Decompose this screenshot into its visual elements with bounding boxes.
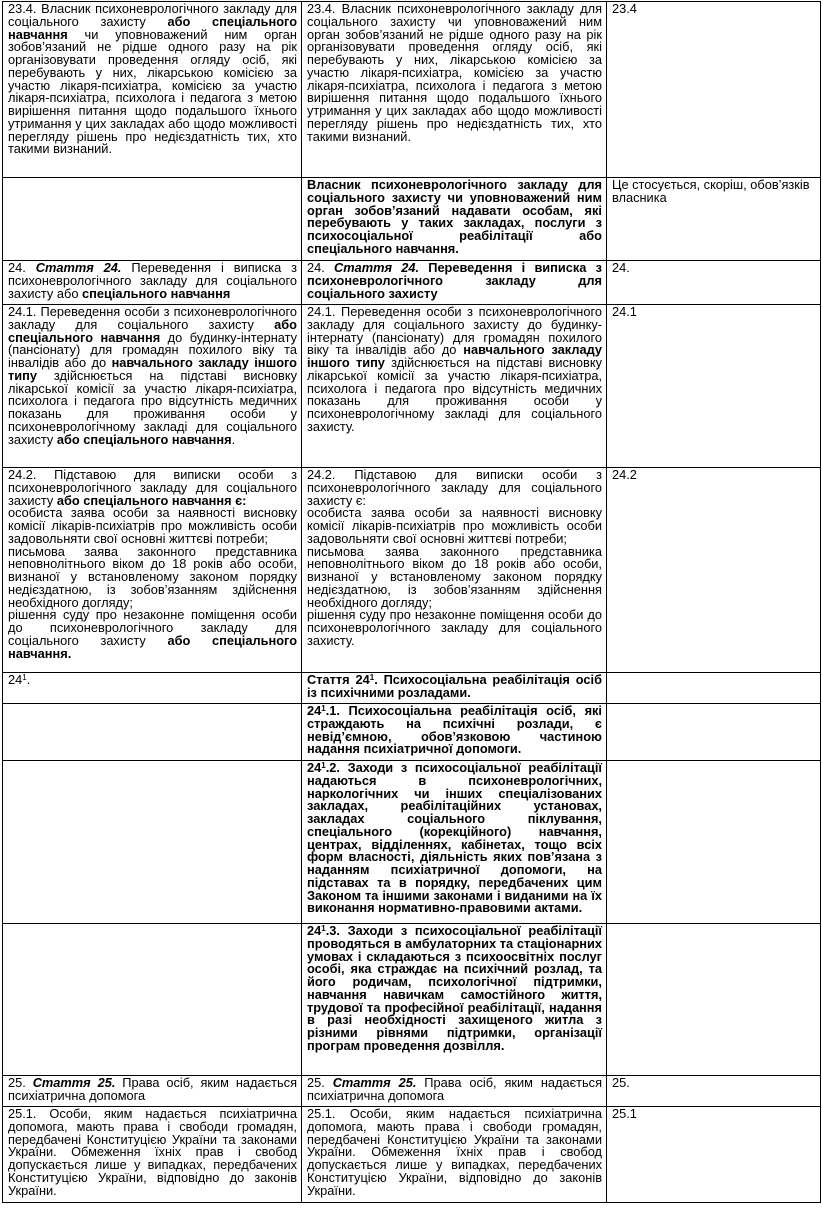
comment-cell — [607, 924, 821, 1076]
comment-cell: 24.2 — [607, 468, 821, 673]
table-row — [3, 305, 821, 468]
proposed-text-cell: $24^1.2$. Заходи з психосоціальної реабілітації надаються в психоневрологічних, наркологічних чи інших спеціалізованих закладах, реабілітаційних установах, закладах соціального піклування, спеціального (корекційного) навчання, центрах, відділеннях, кабінетах, тощо всіх форм власності, діяльність яких пов’язана з наданням психіатричної допомоги, на підставах та в порядку, передбачених цим Законом та іншими законами і виданими на їх виконання нормативно-правовими актами. — [302, 761, 607, 924]
comment-cell: 25.1 — [607, 1107, 821, 1203]
proposed-text-cell: $24^1.1$. Психосоціальна реабілітація осіб, які страждають на психічні розлади, є невід’ємною, обов’язковою частиною надання психіатричної допомоги. — [302, 704, 607, 761]
comment-cell — [607, 673, 821, 704]
table-row — [3, 2, 821, 178]
proposed-text-cell: 25. Стаття 25. Права осіб, яким надається психіатрична допомога — [302, 1076, 607, 1107]
proposed-text-cell: Стаття $24^1$. Психосоціальна реабілітація осіб із психічними розладами. — [302, 673, 607, 704]
comment-cell — [607, 761, 821, 924]
current-text-cell: 23.4. Власник психоневрологічного закладу для соціального захисту або спеціального навчання чи уповноважений ним орган зобов’язаний не рідше одного разу на рік організовувати проведення огляду осіб, які перебувають у них, лікарською комісією за участю лікаря-психіатра, комісією за участю лікаря-психіатра, психолога і педагога з метою вирішення питання щодо подальшого їхнього утримання у цих закладах або щодо можливості перегляду рішень про недієздатність тих, хто такими визнаний. — [3, 2, 302, 178]
table-row — [3, 468, 821, 673]
current-text-cell — [3, 178, 302, 261]
table-row — [3, 261, 821, 305]
proposed-text-cell: 24. Стаття 24. Переведення і виписка з психоневрологічного закладу для соціального захисту — [302, 261, 607, 305]
table-row — [3, 924, 821, 1076]
proposed-text-cell: 23.4. Власник психоневрологічного закладу для соціального захисту чи уповноважений ним орган зобов’язаний не рідше одного разу на рік організовувати проведення огляду осіб, які перебувають у них, лікарською комісією за участю лікаря-психіатра, комісією за участю лікаря-психіатра, психолога і педагога з метою вирішення питання щодо подальшого їхнього утримання у цих закладах або щодо можливості перегляду рішень про недієздатність тих, хто такими визнаний. — [302, 2, 607, 178]
current-text-cell — [3, 924, 302, 1076]
comparison-table — [2, 1, 821, 1203]
proposed-text-cell: 24.1. Переведення особи з психоневрологічного закладу для соціального захисту до будинку-інтернату (пансіонату) для громадян похилого віку та інвалідів або до навчального закладу іншого типу здійснюється на підставі висновку лікарської комісії за участю лікаря-психіатра, психолога і педагога про відсутність медичних показань для проживання особи у психоневрологічному закладі для соціального захисту. — [302, 305, 607, 468]
table-row — [3, 704, 821, 761]
comment-cell: 24.1 — [607, 305, 821, 468]
comment-cell: Це стосується, скоріш, обов’язків власника — [607, 178, 821, 261]
comment-cell: 24. — [607, 261, 821, 305]
current-text-cell: 24. Стаття 24. Переведення і виписка з психоневрологічного закладу для соціального захисту або спеціального навчання — [3, 261, 302, 305]
current-text-cell: 25.1. Особи, яким надається психіатрична допомога, мають права і свободи громадян, передбачені Конституцією України та законами України. Обмеження їхніх прав і свобод допускається лише у випадках, передбачених Конституцією України, відповідно до законів України. — [3, 1107, 302, 1203]
proposed-text-cell: Власник психоневрологічного закладу для соціального захисту чи уповноважений ним орган зобов’язаний надавати особам, які перебувають у таких закладах, послуги з психосоціальної реабілітації або спеціального навчання. — [302, 178, 607, 261]
proposed-text-cell: 24.2. Підставою для виписки особи з психоневрологічного закладу для соціального захисту є: особиста заява особи за наявності висновку комісії лікарів-психіатрів про можливість особи задовольняти свої основні життєві потреби; письмова заява законного представника неповнолітнього віком до 18 років або особи, визнаної у встановленому законом порядку недієздатною, із зобов’язанням здійснення необхідного догляду; рішення суду про незаконне поміщення особи до психоневрологічного закладу для соціального захисту. — [302, 468, 607, 673]
current-text-cell: 25. Стаття 25. Права осіб, яким надається психіатрична допомога — [3, 1076, 302, 1107]
current-text-cell: $24^1$. — [3, 673, 302, 704]
current-text-cell: 24.1. Переведення особи з психоневрологічного закладу для соціального захисту або спеціального навчання до будинку-інтернату (пансіонату) для громадян похилого віку та інвалідів або до навчального закладу іншого типу здійснюється на підставі висновку лікарської комісії за участю лікаря-психіатра, психолога і педагога про відсутність медичних показань для проживання особи у психоневрологічному закладі для соціального захисту або спеціального навчання. — [3, 305, 302, 468]
table-row — [3, 673, 821, 704]
current-text-cell — [3, 704, 302, 761]
table-row — [3, 178, 821, 261]
table-row — [3, 1107, 821, 1203]
current-text-cell — [3, 761, 302, 924]
proposed-text-cell: $24^1.3$. Заходи з психосоціальної реабілітації проводяться в амбулаторних та стаціонарних умовах і складаються з психоосвітніх послуг особі, яка страждає на психічний розлад, та його родичам, психологічної підтримки, навчання навичкам самостійного життя, трудової та професійної реабілітації, надання в разі необхідності захищеного житла з різними рівнями підтримки, організації програм проведення дозвілля. — [302, 924, 607, 1076]
comment-cell: 23.4 — [607, 2, 821, 178]
comment-cell — [607, 704, 821, 761]
comment-cell: 25. — [607, 1076, 821, 1107]
proposed-text-cell: 25.1. Особи, яким надається психіатрична допомога, мають права і свободи громадян, передбачені Конституцією України та законами України. Обмеження їхніх прав і свобод допускається лише у випадках, передбачених Конституцією України, відповідно до законів України. — [302, 1107, 607, 1203]
table-row — [3, 1076, 821, 1107]
current-text-cell: 24.2. Підставою для виписки особи з психоневрологічного закладу для соціального захисту або спеціального навчання є: особиста заява особи за наявності висновку комісії лікарів-психіатрів про можливість особи задовольняти свої основні життєві потреби; письмова заява законного представника неповнолітнього віком до 18 років або особи, визнаної у встановленому законом порядку недієздатною, із зобов’язанням здійснення необхідного догляду; рішення суду про незаконне поміщення особи до психоневрологічного закладу для соціального захисту або спеціального навчання. — [3, 468, 302, 673]
table-row — [3, 761, 821, 924]
